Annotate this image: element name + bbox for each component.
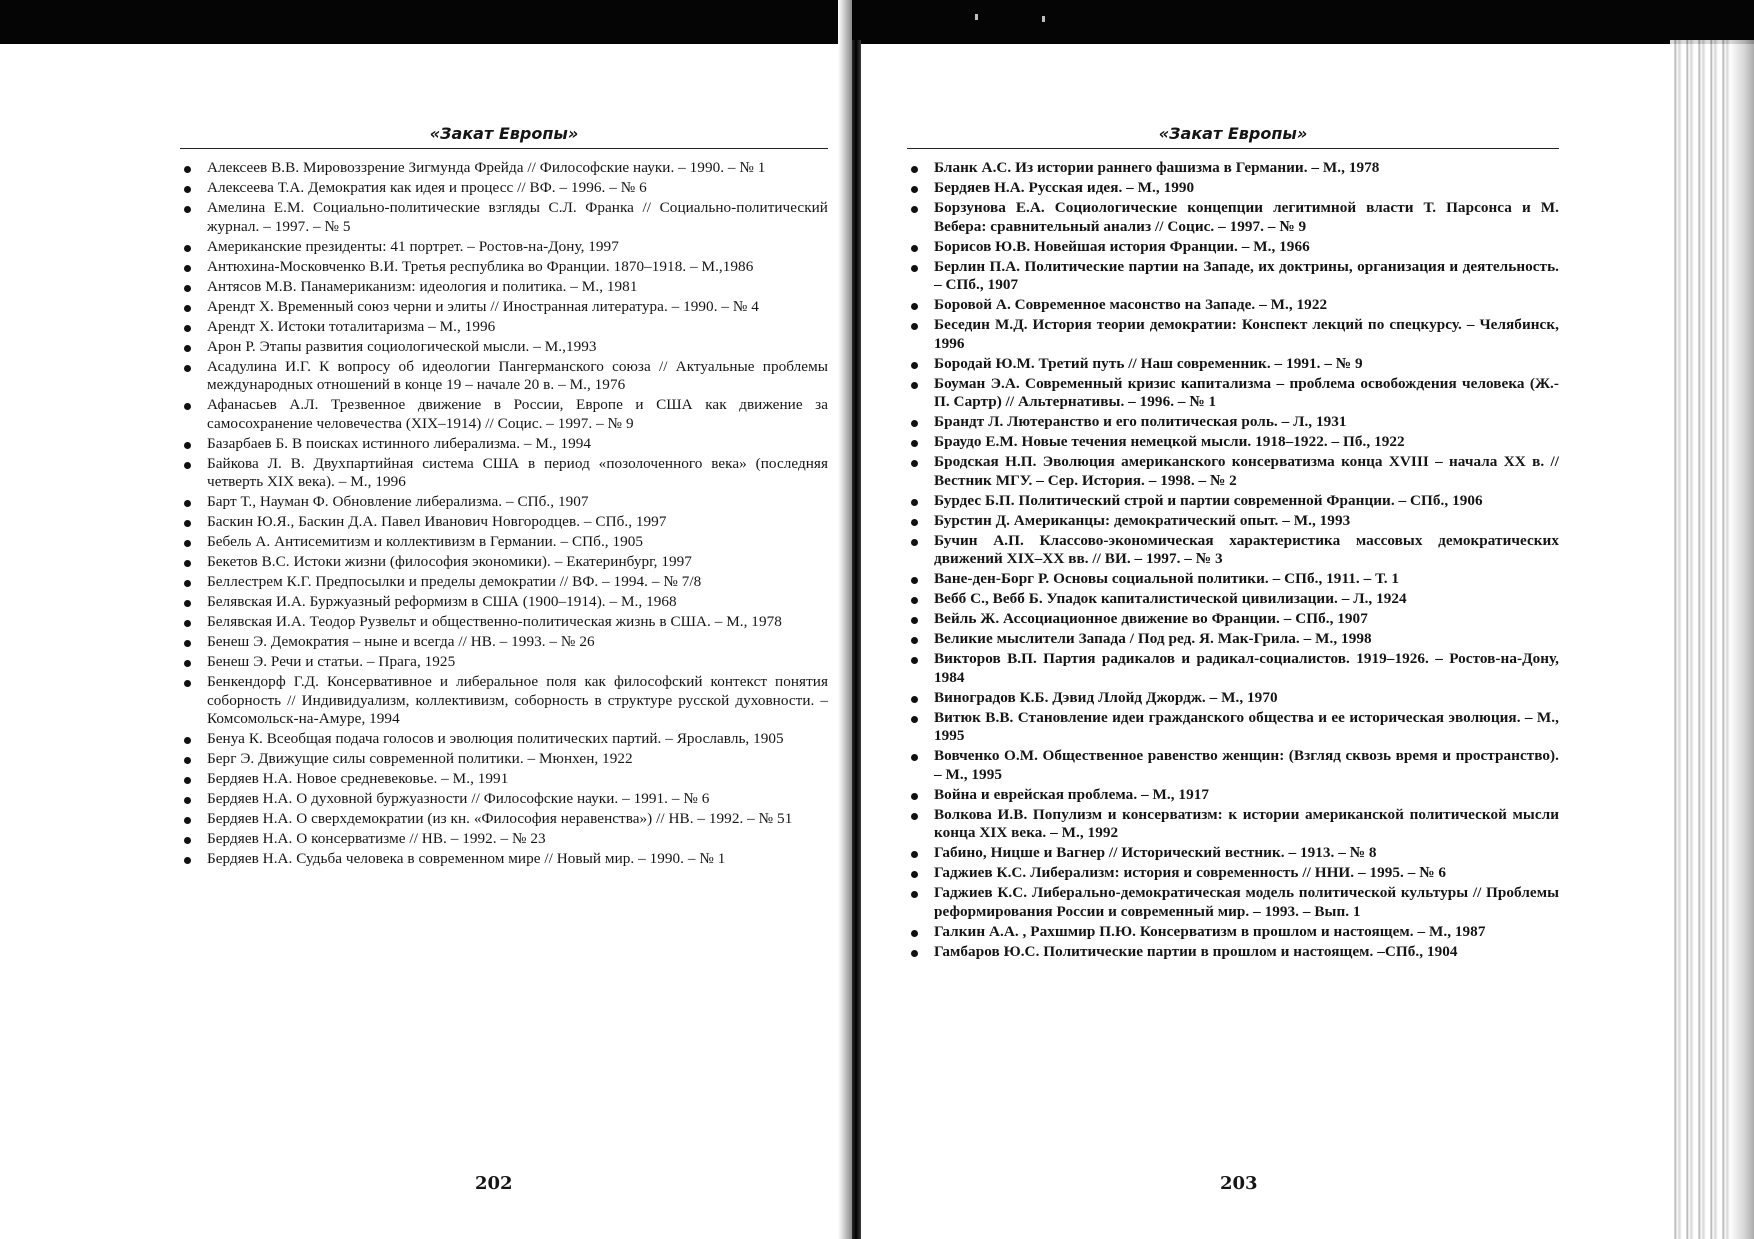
bullet-icon bbox=[911, 577, 918, 584]
bibliography-entry bbox=[180, 278, 828, 297]
entry-text: Бебель А. Антисемитизм и коллективизм в Германии. – СПб., 1905 bbox=[207, 533, 644, 550]
bibliography-entry bbox=[907, 630, 1559, 649]
page-stack-edge bbox=[1670, 40, 1754, 1239]
bullet-icon bbox=[911, 754, 918, 761]
bibliography-entry bbox=[907, 355, 1559, 374]
entry-text: Бердяев Н.А. О консерватизме // НВ. – 1992. – № 23 bbox=[207, 830, 546, 847]
entry-text: Бенкендорф Г.Д. Консервативное и либеральное поля как философский контекст понятия соборность // Индивидуализм, коллективизм, соборность в структуре русской духовности. – Комсомольск-на-Амуре, 1994 bbox=[207, 673, 828, 727]
bullet-icon bbox=[911, 186, 918, 193]
bullet-icon bbox=[184, 600, 191, 607]
entry-text: Боуман Э.А. Современный кризис капитализма – проблема освобождения человека (Ж.-П. Сартр) // Альтернативы. – 1996. – № 1 bbox=[934, 374, 1559, 410]
entry-text: Арендт Х. Временный союз черни и элиты // Иностранная литература. – 1990. – № 4 bbox=[207, 297, 759, 315]
bullet-icon bbox=[184, 520, 191, 527]
entry-text: Браудо Е.М. Новые течения немецкой мысли. 1918–1922. – Пб., 1922 bbox=[934, 433, 1405, 450]
bibliography-entry bbox=[180, 850, 828, 869]
entry-text: Боровой А. Современное масонство на Западе. – М., 1922 bbox=[934, 296, 1328, 313]
entry-text: Берг Э. Движущие силы современной политики. – Мюнхен, 1922 bbox=[207, 750, 633, 767]
bibliography-entry bbox=[907, 159, 1559, 178]
bibliography-entry bbox=[180, 179, 828, 198]
bullet-icon bbox=[184, 797, 191, 804]
bullet-icon bbox=[911, 539, 918, 546]
entry-text: Антюхина-Московченко В.И. Третья республика во Франции. 1870–1918. – М.,1986 bbox=[207, 257, 754, 275]
bibliography-entry bbox=[907, 316, 1559, 353]
entry-text: Витюк В.В. Становление идеи гражданского общества и ее историческая эволюция. – М., 1995 bbox=[934, 708, 1559, 744]
page-number: 202 bbox=[475, 1173, 513, 1194]
entry-text: Амелина Е.М. Социально-политические взгляды С.Л. Франка // Социально-политический журнал. – 1997. – № 5 bbox=[207, 199, 828, 235]
bullet-icon bbox=[911, 793, 918, 800]
bullet-icon bbox=[911, 637, 918, 644]
bullet-icon bbox=[184, 285, 191, 292]
bullet-icon bbox=[184, 245, 191, 252]
bullet-icon bbox=[911, 362, 918, 369]
bibliography-entry bbox=[180, 358, 828, 395]
bibliography-entry bbox=[180, 613, 828, 632]
bibliography-list bbox=[180, 159, 828, 869]
bibliography-entry bbox=[180, 533, 828, 552]
bullet-icon bbox=[911, 245, 918, 252]
bullet-icon bbox=[911, 460, 918, 467]
entry-text: Бенеш Э. Демократия – ныне и всегда // НВ. – 1993. – № 26 bbox=[207, 633, 595, 650]
bibliography-entry bbox=[907, 570, 1559, 589]
bibliography-entry bbox=[180, 238, 828, 257]
bibliography-entry bbox=[907, 747, 1559, 784]
bullet-icon bbox=[911, 166, 918, 173]
page-stack-shadow bbox=[1730, 40, 1754, 1239]
bibliography-entry bbox=[907, 943, 1559, 962]
bullet-icon bbox=[184, 580, 191, 587]
entry-text: Габино, Ницше и Вагнер // Исторический вестник. – 1913. – № 8 bbox=[934, 844, 1377, 861]
right-page bbox=[907, 124, 1559, 963]
bibliography-entry bbox=[180, 770, 828, 789]
bibliography-entry bbox=[180, 633, 828, 652]
bullet-icon bbox=[911, 519, 918, 526]
bullet-icon bbox=[184, 365, 191, 372]
bibliography-entry bbox=[180, 298, 828, 317]
entry-text: Борзунова Е.А. Социологические концепции легитимной власти Т. Парсонса и М. Вебера: сравнительный анализ // Социс. – 1997. – № 9 bbox=[934, 199, 1559, 235]
entry-text: Беседин М.Д. История теории демократии: Конспект лекций по спецкурсу. – Челябинск, 1996 bbox=[934, 316, 1559, 352]
entry-text: Алексеев В.В. Мировоззрение Зигмунда Фрейда // Философские науки. – 1990. – № 1 bbox=[207, 159, 766, 176]
bullet-icon bbox=[184, 206, 191, 213]
bullet-icon bbox=[184, 857, 191, 864]
entry-text: Баскин Ю.Я., Баскин Д.А. Павел Иванович Новгородцев. – СПб., 1997 bbox=[207, 513, 667, 530]
bullet-icon bbox=[911, 950, 918, 957]
running-head: «Закат Европы» bbox=[180, 124, 828, 149]
entry-text: Бердяев Н.А. О сверхдемократии (из кн. «Философия неравенства») // НВ. – 1992. – № 51 bbox=[207, 810, 793, 827]
entry-text: Белявская И.А. Буржуазный реформизм в США (1900–1914). – М., 1968 bbox=[207, 593, 677, 610]
entry-text: Волкова И.В. Популизм и консерватизм: к истории американской политической мысли конца XIX века. – М., 1992 bbox=[934, 805, 1559, 841]
bibliography-entry bbox=[907, 238, 1559, 257]
bullet-icon bbox=[184, 325, 191, 332]
entry-text: Брандт Л. Лютеранство и его политическая роль. – Л., 1931 bbox=[934, 413, 1347, 430]
bibliography-entry bbox=[180, 396, 828, 433]
bibliography-entry bbox=[180, 573, 828, 592]
bullet-icon bbox=[184, 737, 191, 744]
bibliography-entry bbox=[180, 159, 828, 178]
entry-text: Галкин А.А. , Рахшмир П.Ю. Консерватизм в прошлом и настоящем. – М., 1987 bbox=[934, 922, 1486, 940]
bibliography-entry bbox=[180, 493, 828, 512]
book-gutter-shadow bbox=[838, 0, 852, 1239]
entry-text: Великие мыслители Запада / Под ред. Я. Мак-Грила. – М., 1998 bbox=[934, 630, 1372, 647]
scan-speck bbox=[975, 14, 978, 20]
entry-text: Бердяев Н.А. Новое средневековье. – М., 1991 bbox=[207, 770, 509, 787]
bullet-icon bbox=[911, 617, 918, 624]
bibliography-entry bbox=[180, 730, 828, 749]
entry-text: Асадулина И.Г. К вопросу об идеологии Пангерманского союза // Актуальные проблемы международных отношений в конце 19 – начале 20 в. – М., 1976 bbox=[207, 357, 828, 393]
bullet-icon bbox=[911, 716, 918, 723]
left-page bbox=[180, 124, 828, 870]
bibliography-entry bbox=[180, 593, 828, 612]
bullet-icon bbox=[184, 757, 191, 764]
bibliography-entry bbox=[907, 199, 1559, 236]
bibliography-entry bbox=[907, 864, 1559, 883]
entry-text: Антясов М.В. Панамериканизм: идеология и политика. – М., 1981 bbox=[207, 277, 638, 295]
bullet-icon bbox=[911, 206, 918, 213]
bullet-icon bbox=[184, 640, 191, 647]
entry-text: Ване-ден-Борг Р. Основы социальной политики. – СПб., 1911. – Т. 1 bbox=[934, 570, 1400, 587]
scan-top-border bbox=[0, 0, 1754, 44]
entry-text: Бланк А.С. Из истории раннего фашизма в Германии. – М., 1978 bbox=[934, 159, 1380, 176]
entry-text: Базарбаев Б. В поисках истинного либерализма. – М., 1994 bbox=[207, 434, 592, 452]
bullet-icon bbox=[911, 891, 918, 898]
bibliography-entry bbox=[180, 810, 828, 829]
bullet-icon bbox=[184, 442, 191, 449]
bibliography-entry bbox=[180, 513, 828, 532]
bibliography-entry bbox=[907, 179, 1559, 198]
bibliography-entry bbox=[907, 689, 1559, 708]
bullet-icon bbox=[911, 696, 918, 703]
bullet-icon bbox=[911, 303, 918, 310]
entry-text: Борисов Ю.В. Новейшая история Франции. – М., 1966 bbox=[934, 237, 1310, 255]
bibliography-entry bbox=[180, 673, 828, 729]
bibliography-entry bbox=[907, 806, 1559, 843]
entry-text: Бурстин Д. Американцы: демократический опыт. – М., 1993 bbox=[934, 511, 1351, 529]
bibliography-entry bbox=[907, 884, 1559, 921]
entry-text: Гамбаров Ю.С. Политические партии в прошлом и настоящем. –СПб., 1904 bbox=[934, 942, 1458, 960]
bibliography-entry bbox=[907, 709, 1559, 746]
bullet-icon bbox=[911, 851, 918, 858]
bullet-icon bbox=[184, 500, 191, 507]
bibliography-entry bbox=[180, 653, 828, 672]
bibliography-entry bbox=[907, 453, 1559, 490]
entry-text: Викторов В.П. Партия радикалов и радикал-социалистов. 1919–1926. – Ростов-на-Дону, 1984 bbox=[934, 650, 1559, 686]
bullet-icon bbox=[911, 597, 918, 604]
bullet-icon bbox=[184, 560, 191, 567]
bibliography-entry bbox=[180, 435, 828, 454]
bibliography-entry bbox=[907, 512, 1559, 531]
bullet-icon bbox=[911, 265, 918, 272]
bullet-icon bbox=[911, 420, 918, 427]
entry-text: Бучин А.П. Классово-экономическая характеристика массовых демократических движений XIX–XX вв. // ВИ. – 1997. – № 3 bbox=[934, 531, 1559, 567]
bullet-icon bbox=[911, 382, 918, 389]
entry-text: Бенеш Э. Речи и статьи. – Прага, 1925 bbox=[207, 653, 456, 670]
entry-text: Бенуа К. Всеобщая подача голосов и эволюция политических партий. – Ярославль, 1905 bbox=[207, 730, 784, 747]
bibliography-entry bbox=[907, 375, 1559, 412]
bibliography-entry bbox=[907, 433, 1559, 452]
bullet-icon bbox=[184, 462, 191, 469]
entry-text: Арендт Х. Истоки тоталитаризма – М., 1996 bbox=[207, 317, 496, 335]
bullet-icon bbox=[911, 440, 918, 447]
entry-text: Бердяев Н.А. О духовной буржуазности // Философские науки. – 1991. – № 6 bbox=[207, 790, 710, 807]
bibliography-entry bbox=[907, 258, 1559, 295]
entry-text: Вовченко О.М. Общественное равенство женщин: (Взгляд сквозь время и пространство). – М., 1995 bbox=[934, 747, 1559, 783]
bibliography-entry bbox=[180, 790, 828, 809]
bullet-icon bbox=[184, 540, 191, 547]
bullet-icon bbox=[911, 813, 918, 820]
bibliography-list bbox=[907, 159, 1559, 961]
entry-text: Барт Т., Науман Ф. Обновление либерализма. – СПб., 1907 bbox=[207, 493, 589, 510]
bibliography-entry bbox=[907, 844, 1559, 863]
bibliography-entry bbox=[180, 338, 828, 357]
bullet-icon bbox=[184, 166, 191, 173]
running-head: «Закат Европы» bbox=[907, 124, 1559, 149]
bibliography-entry bbox=[907, 590, 1559, 609]
entry-text: Берлин П.А. Политические партии на Западе, их доктрины, организация и деятельность. – СПб., 1907 bbox=[934, 257, 1559, 293]
bullet-icon bbox=[184, 680, 191, 687]
entry-text: Бердяев Н.А. Русская идея. – М., 1990 bbox=[934, 179, 1195, 196]
entry-text: Гаджиев К.С. Либерализм: история и современность // ННИ. – 1995. – № 6 bbox=[934, 864, 1447, 881]
bibliography-entry bbox=[907, 532, 1559, 569]
bibliography-entry bbox=[907, 923, 1559, 942]
book-spine bbox=[852, 40, 861, 1239]
entry-text: Гаджиев К.С. Либерально-демократическая модель политической культуры // Проблемы реформирования России и современный мир. – 1993. – Вып. 1 bbox=[934, 884, 1559, 920]
bibliography-entry bbox=[180, 455, 828, 492]
entry-text: Арон Р. Этапы развития социологической мысли. – М.,1993 bbox=[207, 337, 597, 355]
entry-text: Бродская Н.П. Эволюция американского консерватизма конца XVIII – начала XX в. // Вестник МГУ. – Сер. История. – 1998. – № 2 bbox=[934, 453, 1559, 489]
bibliography-entry bbox=[907, 650, 1559, 687]
bibliography-entry bbox=[180, 199, 828, 236]
bibliography-entry bbox=[180, 830, 828, 849]
bullet-icon bbox=[184, 305, 191, 312]
entry-text: Белявская И.А. Теодор Рузвельт и общественно-политическая жизнь в США. – М., 1978 bbox=[207, 613, 782, 630]
bullet-icon bbox=[184, 186, 191, 193]
entry-text: Алексеева Т.А. Демократия как идея и процесс // ВФ. – 1996. – № 6 bbox=[207, 179, 647, 196]
bibliography-entry bbox=[907, 296, 1559, 315]
entry-text: Вейль Ж. Ассоциационное движение во Франции. – СПб., 1907 bbox=[934, 610, 1368, 627]
bullet-icon bbox=[911, 871, 918, 878]
bullet-icon bbox=[184, 660, 191, 667]
bullet-icon bbox=[184, 777, 191, 784]
entry-text: Бердяев Н.А. Судьба человека в современном мире // Новый мир. – 1990. – № 1 bbox=[207, 850, 726, 867]
bullet-icon bbox=[184, 403, 191, 410]
bullet-icon bbox=[911, 499, 918, 506]
entry-text: Байкова Л. В. Двухпартийная система США в период «позолоченного века» (последняя четверть XIX века). – М., 1996 bbox=[207, 454, 828, 490]
entry-text: Бурдес Б.П. Политический строй и партии современной Франции. – СПб., 1906 bbox=[934, 491, 1483, 509]
entry-text: Бородай Ю.М. Третий путь // Наш современник. – 1991. – № 9 bbox=[934, 354, 1363, 372]
bibliography-entry bbox=[907, 492, 1559, 511]
bullet-icon bbox=[184, 345, 191, 352]
entry-text: Американские президенты: 41 портрет. – Ростов-на-Дону, 1997 bbox=[207, 237, 619, 255]
bullet-icon bbox=[911, 657, 918, 664]
bullet-icon bbox=[184, 837, 191, 844]
page-number: 203 bbox=[1220, 1173, 1258, 1194]
entry-text: Беллестрем К.Г. Предпосылки и пределы демократии // ВФ. – 1994. – № 7/8 bbox=[207, 573, 702, 590]
bullet-icon bbox=[911, 930, 918, 937]
bullet-icon bbox=[184, 620, 191, 627]
entry-text: Бекетов В.С. Истоки жизни (философия экономики). – Екатеринбург, 1997 bbox=[207, 553, 692, 570]
entry-text: Война и еврейская проблема. – М., 1917 bbox=[934, 785, 1209, 803]
bibliography-entry bbox=[180, 318, 828, 337]
bullet-icon bbox=[911, 323, 918, 330]
bibliography-entry bbox=[907, 610, 1559, 629]
bibliography-entry bbox=[180, 258, 828, 277]
scan-speck bbox=[1042, 16, 1045, 22]
entry-text: Афанасьев А.Л. Трезвенное движение в России, Европе и США как движение за самосохранение человечества (XIX–1914) // Социс. – 1997. – № 9 bbox=[207, 396, 828, 432]
bibliography-entry bbox=[907, 786, 1559, 805]
entry-text: Вебб С., Вебб Б. Упадок капиталистической цивилизации. – Л., 1924 bbox=[934, 590, 1407, 607]
entry-text: Виноградов К.Б. Дэвид Ллойд Джордж. – М., 1970 bbox=[934, 688, 1278, 706]
bibliography-entry bbox=[180, 553, 828, 572]
bullet-icon bbox=[184, 817, 191, 824]
bullet-icon bbox=[184, 265, 191, 272]
bibliography-entry bbox=[180, 750, 828, 769]
bibliography-entry bbox=[907, 413, 1559, 432]
